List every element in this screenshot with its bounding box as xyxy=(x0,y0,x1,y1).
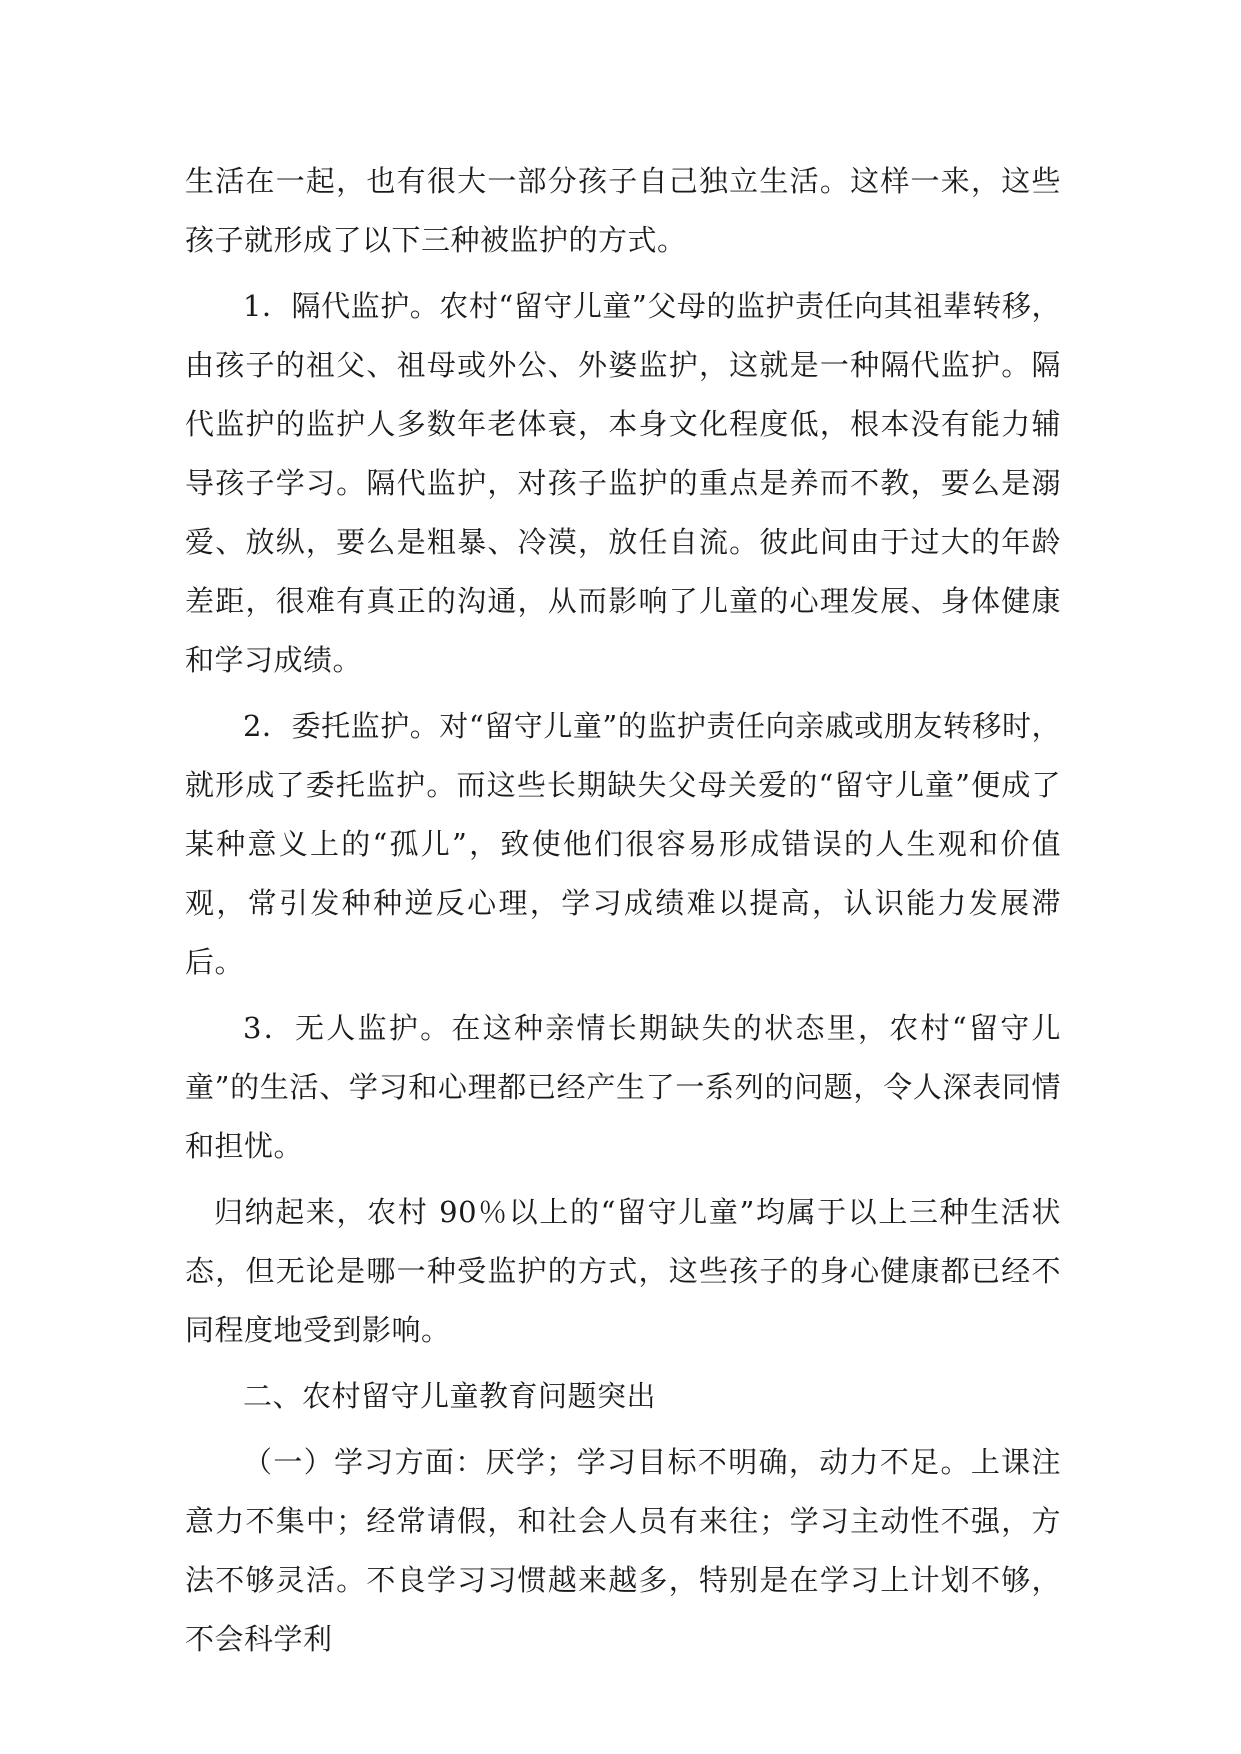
paragraph-item-3: 3．无人监护。在这种亲情长期缺失的状态里，农村“留守儿童”的生活、学习和心理都已经产生了一系列的问题，令人深表同情和担忧。 xyxy=(185,1011,1061,1163)
paragraph-continuation: 生活在一起，也有很大一部分孩子自己独立生活。这样一来，这些孩子就形成了以下三种被监护的方式。 xyxy=(185,164,1061,257)
paragraph-summary: 归纳起来，农村 90％以上的“留守儿童”均属于以上三种生活状态，但无论是哪一种受监护的方式，这些孩子的身心健康都已经不同程度地受到影响。 xyxy=(185,1195,1061,1347)
section-heading: 二、农村留守儿童教育问题突出 xyxy=(243,1379,657,1413)
paragraph-item-1: 1．隔代监护。农村“留守儿童”父母的监护责任向其祖辈转移，由孩子的祖父、祖母或外公、外婆监护，这就是一种隔代监护。隔代监护的监护人多数年老体衰，本身文化程度低，根本没有能力辅导孩子学习。隔代监护，对孩子监护的重点是养而不教，要么是溺爱、放纵，要么是粗暴、冷漠，放任自流。彼此间由于过大的年龄差距，很难有真正的沟通，从而影响了儿童的心理发展、身体健康和学习成绩。 xyxy=(185,289,1061,677)
paragraph-item-2: 2．委托监护。对“留守儿童”的监护责任向亲戚或朋友转移时，就形成了委托监护。而这些长期缺失父母关爱的“留守儿童”便成了某种意义上的“孤儿”，致使他们很容易形成错误的人生观和价值观，常引发种种逆反心理，学习成绩难以提高，认识能力发展滞后。 xyxy=(185,709,1061,979)
document-body xyxy=(185,152,1061,1676)
paragraph-study: （一）学习方面：厌学；学习目标不明确，动力不足。上课注意力不集中；经常请假，和社会人员有来往；学习主动性不强，方法不够灵活。不良学习习惯越来越多，特别是在学习上计划不够，不会科学利 xyxy=(185,1445,1061,1656)
